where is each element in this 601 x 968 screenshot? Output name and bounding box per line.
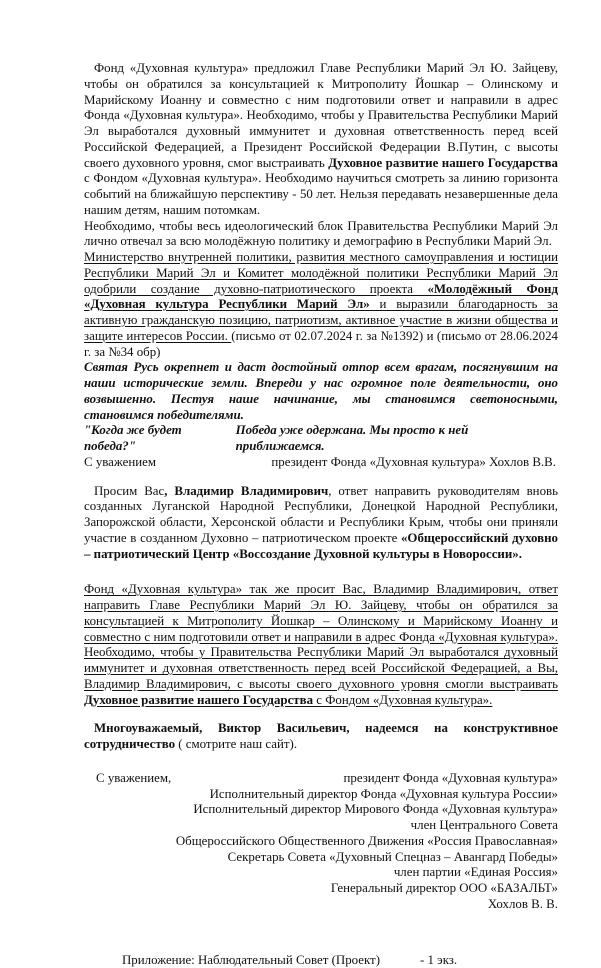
signature-title: член партии «Единая Россия» — [84, 865, 558, 881]
signature-first-line — [84, 771, 558, 787]
paragraph-text: Фонд «Духовная культура» предложил Главе Республики Марий Эл Ю. Зайцеву, чтобы он обратился за консультацией к Митрополиту Йошкар – Олинскому и Марийскому Иоанну и совместно с ним подготовили ответ и направили в адрес Фонда «Духовная культура». Необходимо, чтобы у Правительства Республики Марий Эл выработался духовный иммунитет и духовная ответственность перед всей Российской Федерацией, а Президент Российской Федерации В.Путин, с высоты своего духовного уровня, смог выстраивать — [84, 61, 558, 170]
paragraph-fund-request — [84, 582, 558, 708]
signature-title: Исполнительный директор Фонда «Духовная культура России» — [84, 787, 558, 803]
paragraph-ideology-block: Необходимо, чтобы весь идеологический блок Правительства Республики Марий Эл лично отвечал за всю молодёжную политику и демографию в Республики Марий Эл. — [84, 219, 558, 251]
website-note: ( смотрите наш сайт). — [175, 737, 297, 751]
motto-quote-line — [84, 423, 558, 455]
regards-label: С уважением — [84, 455, 156, 471]
paragraph-fund-proposal — [84, 61, 558, 219]
underlined-text: и выразили благодарность за активную гражданскую позицию, патриотизм, активное участие в жизни общества и защите интересов России. — [84, 297, 558, 343]
signature-greeting: С уважением, — [96, 771, 171, 787]
spacer — [84, 753, 558, 771]
underlined-text: Министерство внутренней политики, развития местного самоуправления и юстиции Республики Марий Эл и Комитет молодёжной политики Республики Марий Эл одобрили создание духовно-патриотического проекта — [84, 250, 558, 296]
letter-references: (письмо от 02.07.2024 г. за №1392) и (письмо от 28.06.2024 г. за №34 обр) — [84, 329, 558, 359]
signature-title: Общероссийского Общественного Движения «Россия Православная» — [84, 834, 558, 850]
signature-title: Секретарь Совета «Духовный Спецназ – Авангард Победы» — [84, 850, 558, 866]
spacer — [84, 562, 558, 582]
appendix-label: Приложение: Наблюдательный Совет (Проект) — [122, 953, 380, 967]
paragraph-text: , ответ направить руководителям вновь созданных Луганской Народной Республики, Донецкой Народной Республики, Запорожской области, Херсонской области и Республики Крым, чтобы они приняли участие в созданном Духовно – патриотическом проекте — [84, 484, 558, 545]
paragraph-text: Просим Вас — [94, 484, 164, 498]
bold-phrase: Духовное развитие нашего Государства — [328, 156, 558, 170]
paragraph-ministry-approval — [84, 250, 558, 360]
signature-title: член Центрального Совета — [84, 818, 558, 834]
paragraph-text: с Фондом «Духовная культура». Необходимо научиться смотреть за линию горизонта событий на ближайшую перспективу - 50 лет. Нельзя передавать незавершенные дела нашим детям, нашим потомкам. — [84, 171, 558, 217]
motto-text: Святая Русь окрепнет и даст достойный отпор всем врагам, посягнувшим на наши исторические земли. Впереди у нас огромное поле деятельности, оно возвышенно. Пестуя наше начинание, мы становимся светоносными, становимся победителями. — [84, 360, 558, 423]
paragraph-text: с Фондом «Духовная культура». — [313, 693, 492, 707]
signature-title: Генеральный директор ООО «БАЗАЛЬТ» — [84, 881, 558, 897]
motto-answer: Победа уже одержана. Мы просто к ней приближаемся. — [236, 423, 558, 455]
paragraph-cooperation — [84, 721, 558, 753]
motto-question: "Когда же будет победа?" — [84, 423, 236, 455]
project-name: «Молодёжный Фонд «Духовная культура Республики Марий Эл» — [84, 282, 558, 312]
regards-line — [84, 455, 558, 471]
regards-signatory: президент Фонда «Духовная культура» Хохлов В.В. — [271, 455, 558, 471]
addressee-name: , Владимир Владимирович — [164, 484, 328, 498]
spacer — [84, 471, 558, 484]
bold-phrase: Духовное развитие нашего Государства — [84, 693, 313, 707]
appendix-quantity: - 1 экз. — [420, 953, 457, 967]
spacer — [84, 708, 558, 721]
addressee-greeting: Многоуважаемый, Виктор Васильевич, надеемся на конструктивное сотрудничество — [84, 721, 558, 751]
signature-title: Исполнительный директор Мирового Фонда «Духовная культура» — [84, 802, 558, 818]
appendix-line — [84, 953, 558, 968]
paragraph-text: Фонд «Духовная культура» так же просит Вас, Владимир Владимирович, ответ направить Главе Республики Марий Эл Ю. Зайцеву, чтобы он обратился за консультацией к Митрополиту Йошкар – Олинскому и Марийскому Иоанну и совместно с ним подготовили ответ и направили в адрес Фонда «Духовная культура». Необходимо, чтобы у Правительства Республики Марий Эл выработался духовный иммунитет и духовная ответственность перед всей Российской Федерацией, а Вы, Владимир Владимирович, с высоты своего духовного уровня смогли выстраивать — [84, 582, 558, 691]
paragraph-request-novorossiya — [84, 484, 558, 563]
letter-page — [84, 61, 558, 968]
signature-title: президент Фонда «Духовная культура» — [343, 771, 558, 787]
signatory-name: Хохлов В. В. — [84, 897, 558, 913]
project-name: «Общероссийский духовно – патриотический Центр «Воссоздание Духовной культуры в Новороссии». — [84, 531, 558, 561]
